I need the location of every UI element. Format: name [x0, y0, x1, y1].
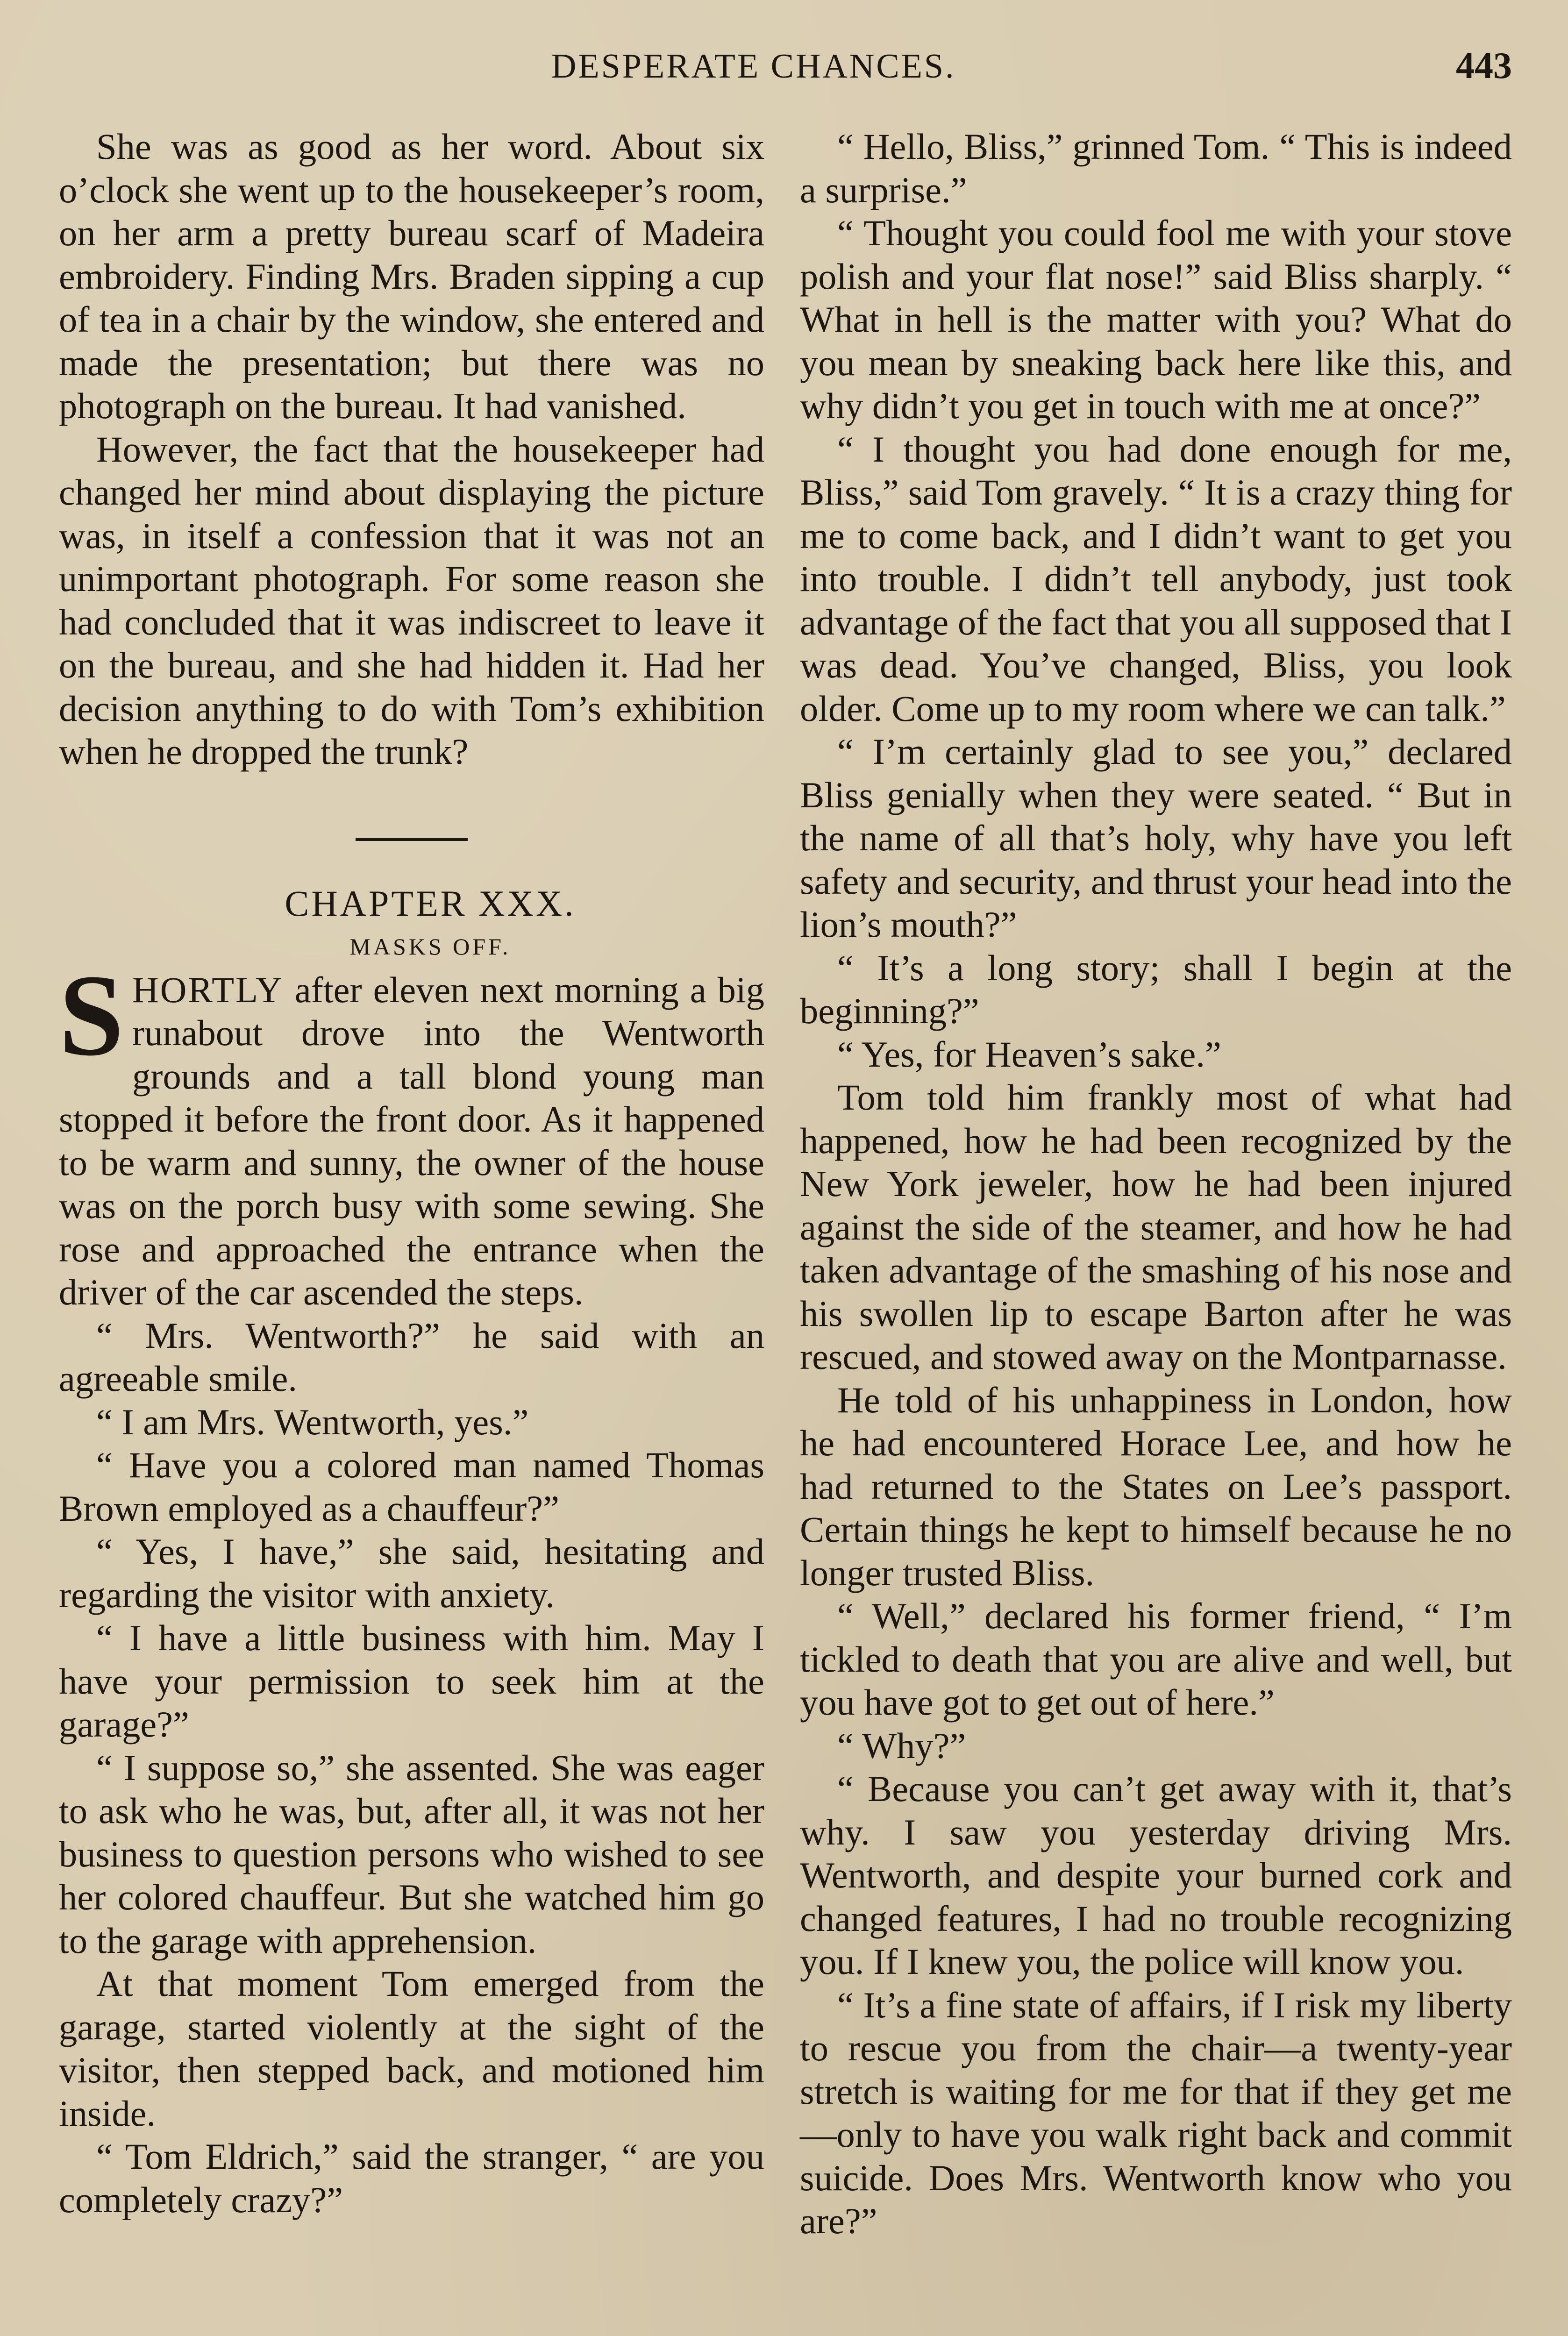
chapter-subtitle: MASKS OFF. [349, 933, 511, 960]
paragraph: “ I’m certainly glad to see you,” declared Bliss genially when they were seated. “ But in the name of all that’s holy, why have you left safety and security, and thrust your head into the lion’s mouth?” [800, 731, 1512, 945]
paragraph: “ It’s a fine state of affairs, if I risk my liberty to rescue you from the chair—a twenty-year stretch is waiting for me for that if they get me—only to have you walk right back and commit suicide. Does Mrs. Wentworth know who you are?” [800, 1984, 1512, 2241]
paragraph: “ Because you can’t get away with it, that’s why. I saw you yesterday driving Mrs. Wentworth, and despite your burned cork and changed features, I had no trouble recognizing you. If I knew you, the police will know you. [800, 1768, 1512, 1982]
paragraph: “ I am Mrs. Wentworth, yes.” [96, 1401, 529, 1442]
paragraph: “ Yes, for Heaven’s sake.” [837, 1033, 1221, 1075]
paragraph: She was as good as her word. About six o’clock she went up to the housekeeper’s room, on her arm a pretty bureau scarf of Madeira embroidery. Finding Mrs. Braden sipping a cup of tea in a chair by the window, she entered and made the presentation; but there was no photograph on the bureau. It had vanished. [59, 126, 764, 426]
left-column [59, 125, 764, 2222]
paragraph: “ It’s a long story; shall I begin at the beginning?” [800, 947, 1512, 1031]
right-column [800, 125, 1512, 2243]
paragraph: “ I thought you had done enough for me, Bliss,” said Tom gravely. “ It is a crazy thing for me to come back, and I didn’t want to get you into trouble. I didn’t tell anybody, just took advantage of the fact that you all supposed that I was dead. You’ve changed, Bliss, you look older. Come up to my room where we can talk.” [800, 428, 1512, 729]
paragraph: At that moment Tom emerged from the garage, started violently at the sight of the visitor, then stepped back, and motioned him inside. [59, 1963, 764, 2134]
section-divider [356, 838, 468, 841]
paragraph: “ Why?” [837, 1725, 966, 1766]
paragraph: “ I suppose so,” she assented. She was eager to ask who he was, but, after all, it was not her business to question persons who wished to see her colored chauffeur. But she watched him go to the garage with apprehension. [59, 1747, 764, 1961]
page-number: 443 [1456, 45, 1512, 86]
paragraph: “ Hello, Bliss,” grinned Tom. “ This is indeed a surprise.” [800, 126, 1512, 210]
paragraph: “ Tom Eldrich,” said the stranger, “ are you completely crazy?” [59, 2136, 764, 2220]
paragraph: “ Yes, I have,” she said, hesitating and regarding the visitor with anxiety. [59, 1531, 764, 1615]
opening-text: after eleven next morning a big runabout drove into the Wentworth grounds and a tall blond young man stopped it before the front door. As it happened to be warm and sunny, the owner of the house was on the porch busy with some sewing. She rose and approached the entrance when the driver of the car ascended the steps. [59, 969, 764, 1312]
running-head: DESPERATE CHANCES. [551, 47, 956, 85]
chapter-title: CHAPTER XXX. [285, 883, 576, 924]
opening-word: HORTLY [132, 969, 284, 1010]
paragraph: He told of his unhappiness in London, how he had encountered Horace Lee, and how he had returned to the States on Lee’s passport. Certain things he kept to himself because he no longer trusted Bliss. [800, 1379, 1512, 1593]
opening-paragraph [59, 950, 764, 1314]
paragraph: “ Well,” declared his former friend, “ I’m tickled to death that you are alive and well, but you have got to get out of here.” [800, 1595, 1512, 1723]
paragraph: “ Have you a colored man named Thomas Brown employed as a chauffeur?” [59, 1445, 764, 1529]
paragraph: “ Thought you could fool me with your stove polish and your flat nose!” said Bliss sharply. “ What in hell is the matter with you? What do you mean by sneaking back here like this, and why didn’t you get in touch with me at once?” [800, 213, 1512, 426]
paragraph: “ Mrs. Wentworth?” he said with an agreeable smile. [59, 1315, 764, 1399]
paragraph: “ I have a little business with him. May I have your permission to seek him at the garage?” [59, 1617, 764, 1745]
paragraph: Tom told him frankly most of what had happened, how he had been recognized by the New York jeweler, how he had been injured against the side of the steamer, and how he had taken advantage of the smashing of his nose and his swollen lip to escape Barton after he was rescued, and stowed away on the Montparnasse. [800, 1077, 1512, 1377]
drop-cap: S [59, 950, 124, 1080]
paragraph: However, the fact that the housekeeper had changed her mind about displaying the picture was, in itself a confession that it was not an unimportant photograph. For some reason she had concluded that it was indiscreet to leave it on the bureau, and she had hidden it. Had her decision anything to do with Tom’s exhibition when he dropped the trunk? [59, 428, 764, 772]
